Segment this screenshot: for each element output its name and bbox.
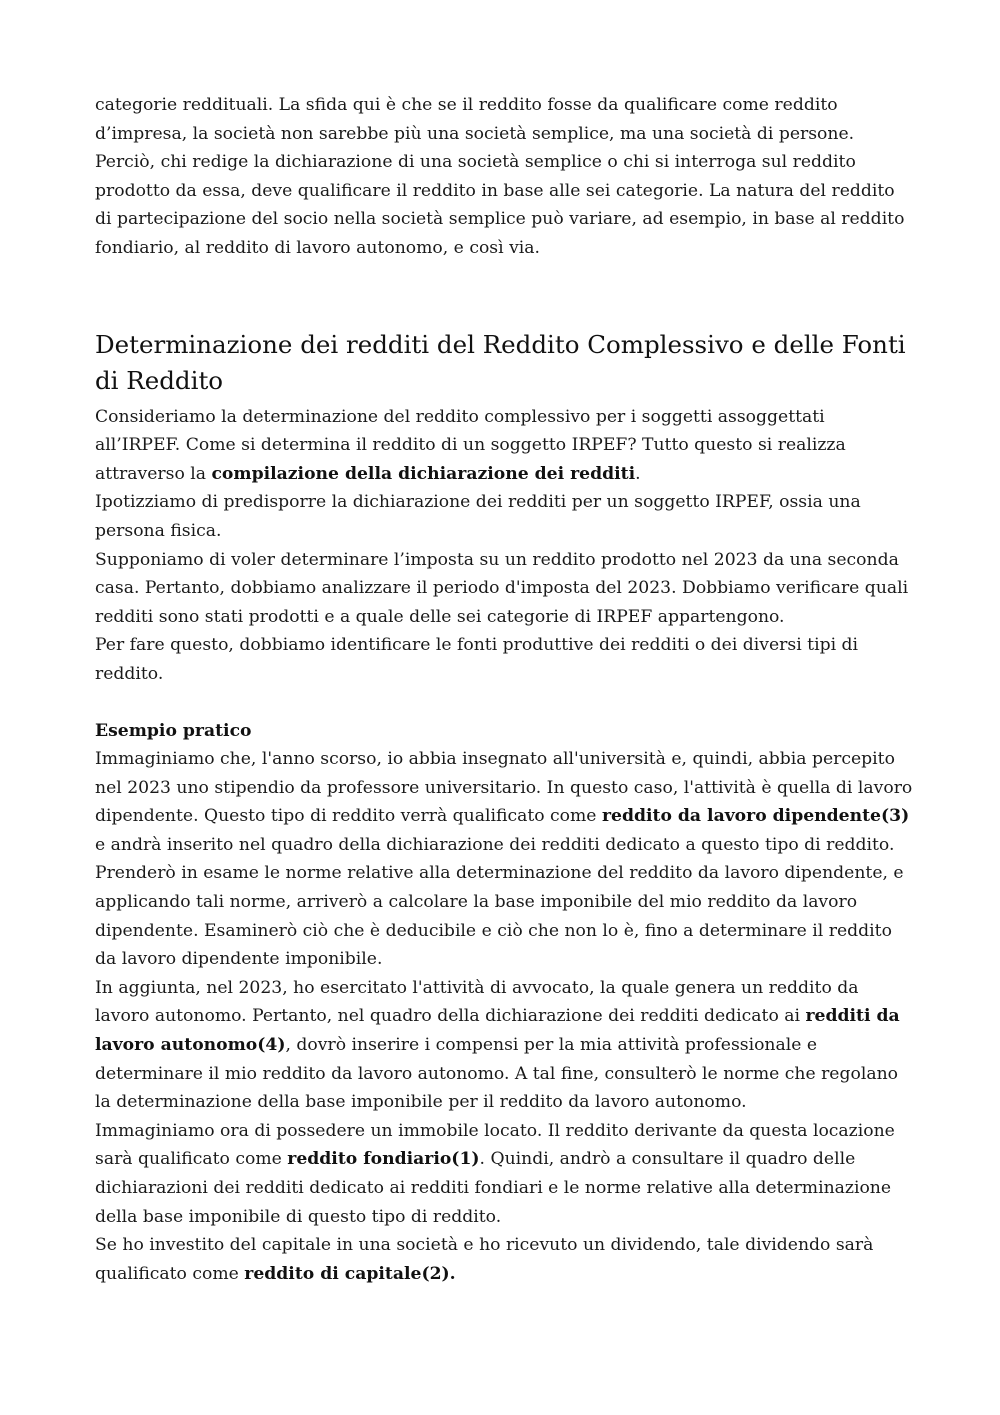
intro-paragraph: categorie reddituali. La sfida qui è che se il reddito fosse da qualificare come reddito d’impresa, la società non sarebbe più una società semplice, ma una società di persone. Perciò, chi redige la dichiarazione di una società semplice o chi si interroga sul reddito prodotto da essa, deve qualificare il reddito in base alle sei categorie. La natura del reddito di partecipazione del socio nella società semplice può variare, ad esempio, in base al reddito fondiario, al reddito di lavoro autonomo, e così via. [95,95,905,258]
example-paragraph-3-bold: redditi da lavoro autonomo(4) [95,1006,900,1056]
document-page [95,91,915,1288]
example-paragraph-2: Prenderò in esame le norme relative alla determinazione del reddito da lavoro dipendente, e applicando tali norme, arriverò a calcolare la base imponibile del mio reddito da lavoro dipendente. Esaminerò ciò che è deducibile e ciò che non lo è, fino a determinare il reddito da lavoro dipendente imponibile. [95,863,904,970]
section-paragraph-2: Ipotizziamo di predisporre la dichiarazione dei redditi per un soggetto IRPEF, ossia una persona fisica. [95,492,861,541]
example-paragraph-1-text: Immaginiamo che, l'anno scorso, io abbia insegnato all'università e, quindi, abbia percepito nel 2023 uno stipendio da professore universitario. In questo caso, l'attività è quella di lavoro dipendente. Questo tipo di reddito verrà qualificato come [95,749,913,827]
example-paragraph-5-bold: reddito di capitale(2). [244,1263,456,1284]
section-paragraph-1-bold: compilazione della dichiarazione dei redditi [211,463,636,484]
spacer [95,689,915,717]
example-paragraph-5-text: Se ho investito del capitale in una società e ho ricevuto un dividendo, tale dividendo sarà qualificato come [95,1235,874,1284]
section-paragraph-4: Per fare questo, dobbiamo identificare le fonti produttive dei redditi o dei diversi tipi di reddito. [95,635,859,684]
example-paragraph-1 [95,745,915,859]
example-paragraph-5 [95,1231,915,1288]
section-heading: Determinazione dei redditi del Reddito Complessivo e delle Fonti di Reddito [95,329,906,395]
example-paragraph-4-bold: reddito fondiario(1) [287,1149,480,1170]
example-paragraph-3-end: , dovrò inserire i compensi per la mia attività professionale e determinare il mio reddito da lavoro autonomo. A tal fine, consulterò le norme che regolano la determinazione della base imponibile per il reddito da lavoro autonomo. [95,1035,898,1113]
section-paragraph-1 [95,403,915,489]
example-paragraph-1-end: e andrà inserito nel quadro della dichiarazione dei redditi dedicato a questo tipo di reddito. [95,834,895,855]
example-paragraph-3-text: In aggiunta, nel 2023, ho esercitato l'attività di avvocato, la quale genera un reddito da lavoro autonomo. Pertanto, nel quadro della dichiarazione dei redditi dedicato ai [95,977,859,1027]
example-paragraph-1-bold: reddito da lavoro dipendente(3) [601,806,910,827]
section-paragraph-1-end: . [635,463,641,484]
example-paragraph-3 [95,974,915,1117]
example-paragraph-4-text: Immaginiamo ora di possedere un immobile locato. Il reddito derivante da questa locazione sarà qualificato come [95,1120,895,1170]
example-paragraph-4-end: . Quindi, andrò a consultare il quadro delle dichiarazioni dei redditi dedicato ai redditi fondiari e le norme relative alla determinazione della base imponibile di questo tipo di reddito. [95,1149,892,1227]
section-paragraph-3: Supponiamo di voler determinare l’imposta su un reddito prodotto nel 2023 da una seconda casa. Pertanto, dobbiamo analizzare il periodo d'imposta del 2023. Dobbiamo verificare quali redditi sono stati prodotti e a quale delle sei categorie di IRPEF appartengono. [95,549,909,627]
example-heading: Esempio pratico [95,720,252,741]
example-paragraph-4 [95,1117,915,1231]
section-paragraph-1-text: Consideriamo la determinazione del reddito complessivo per i soggetti assoggettati all’IRPEF. Come si determina il reddito di un soggetto IRPEF? Tutto questo si realizza attraverso la [95,406,846,484]
